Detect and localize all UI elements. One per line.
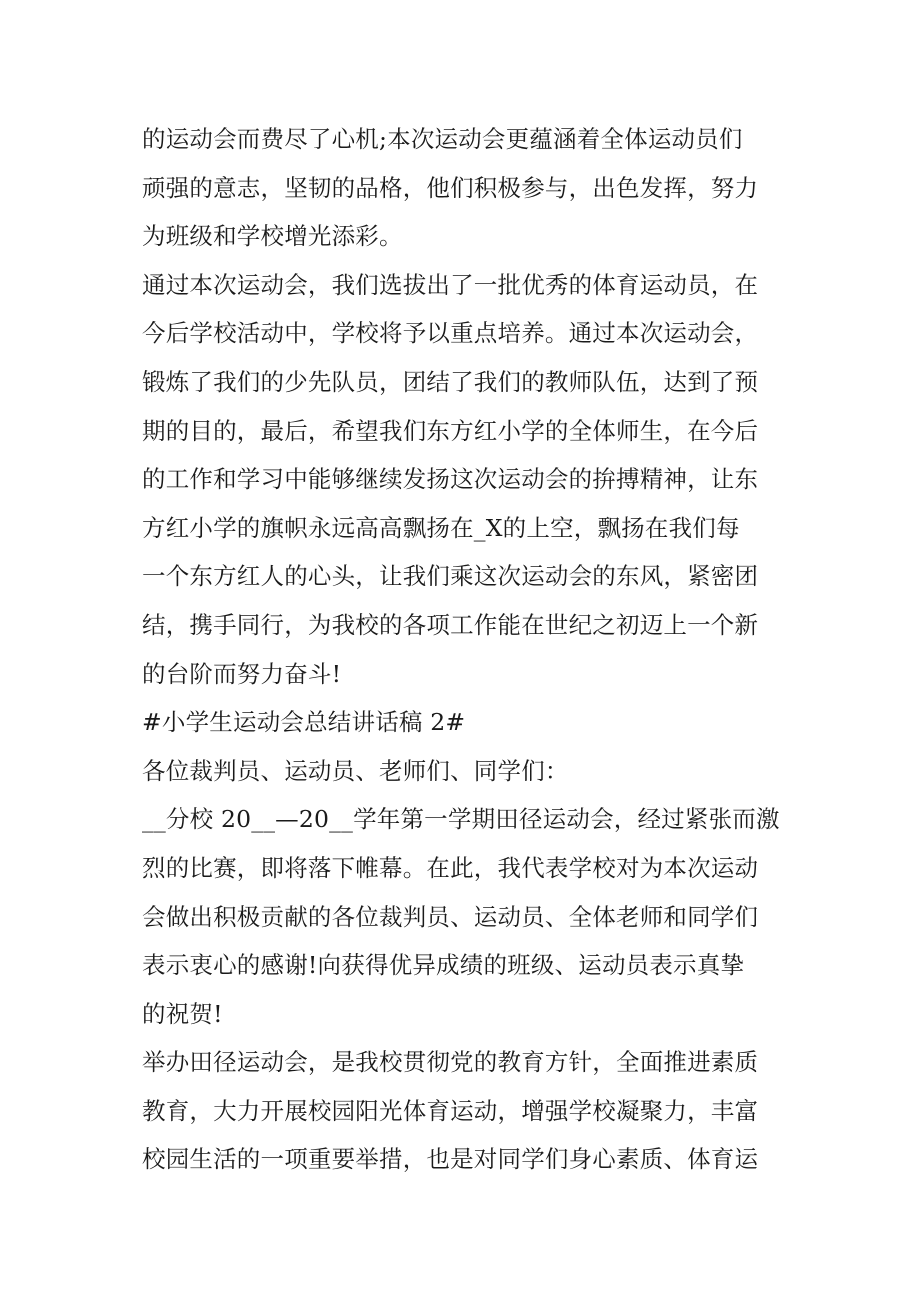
text-line: 校园生活的一项重要举措，也是对同学们身心素质、体育运 — [142, 1145, 759, 1174]
section-heading: #小学生运动会总结讲话稿 2# — [142, 708, 466, 737]
text-line: 举办田径运动会，是我校贯彻党的教育方针，全面推进素质 — [142, 1048, 759, 1077]
document-body — [142, 115, 782, 1184]
text-line: 通过本次运动会，我们选拔出了一批优秀的体育运动员，在 — [142, 270, 759, 299]
text-line: 会做出积极贡献的各位裁判员、运动员、全体老师和同学们 — [142, 902, 759, 931]
text-line: 教育，大力开展校园阳光体育运动，增强学校凝聚力，丰富 — [142, 1096, 759, 1125]
text-line: 方红小学的旗帜永远高高飘扬在_X的上空，飘扬在我们每 — [142, 513, 740, 542]
text-line: 烈的比赛，即将落下帷幕。在此，我代表学校对为本次运动 — [142, 853, 759, 882]
text-line: 为班级和学校增光添彩。 — [142, 222, 403, 251]
text-line: 顽强的意志，坚韧的品格，他们积极参与，出色发挥，努力 — [142, 173, 759, 202]
text-line: 的台阶而努力奋斗! — [142, 659, 342, 688]
text-line: 今后学校活动中，学校将予以重点培养。通过本次运动会， — [142, 319, 759, 348]
text-line: 表示衷心的感谢!向获得优异成绩的班级、运动员表示真挚 — [142, 951, 745, 980]
text-line: 一个东方红人的心头，让我们乘这次运动会的东风，紧密团 — [142, 562, 759, 591]
text-line: 锻炼了我们的少先队员，团结了我们的教师队伍，达到了预 — [142, 367, 759, 396]
text-line: 的运动会而费尽了心机;本次运动会更蕴涵着全体运动员们 — [142, 125, 743, 153]
text-line: 期的目的，最后，希望我们东方红小学的全体师生，在今后 — [142, 416, 759, 445]
text-line: 结，携手同行，为我校的各项工作能在世纪之初迈上一个新 — [142, 610, 759, 639]
salutation: 各位裁判员、运动员、老师们、同学们： — [142, 756, 569, 785]
text-line: 的工作和学习中能够继续发扬这次运动会的拚搏精神，让东 — [142, 465, 759, 494]
text-line: __分校 20__—20__学年第一学期田径运动会，经过紧张而激 — [142, 805, 780, 834]
text-line: 的祝贺! — [142, 999, 223, 1028]
